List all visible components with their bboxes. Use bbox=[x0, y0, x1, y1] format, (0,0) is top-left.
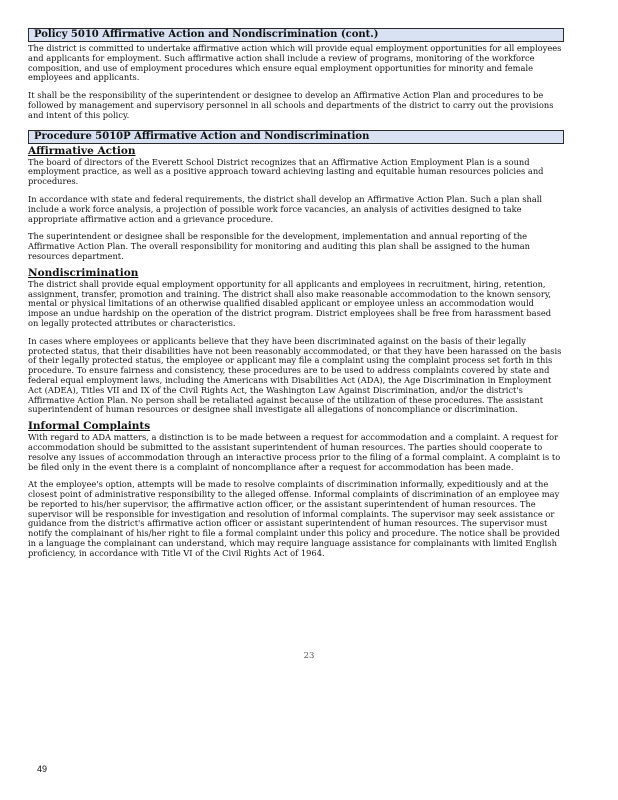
paragraph-plan-requirements: In accordance with state and federal requirements, the district shall develop an Affirmative Action Plan. Such a plan shall include a work force analysis, a projection of possible work force vacancies, an analysis of activities designed to take appropriate affirmative action and a grievance procedure. bbox=[28, 193, 543, 224]
section-banner-procedure: Procedure 5010P Affirmative Action and Nondiscrimination bbox=[28, 130, 564, 144]
heading-affirmative-action: Affirmative Action bbox=[28, 144, 136, 157]
paragraph-board-recognition: The board of directors of the Everett School District recognizes that an Affirmative Action Employment Plan is a sound employment practice, as well as a positive approach toward achieving lasting and equitable human resources policies and procedures. bbox=[28, 156, 544, 187]
paragraph-equal-opportunity: The district shall provide equal employment opportunity for all applicants and employees in recruitment, hiring, retention, assignment, transfer, promotion and training. The district shall also make reasonable accommodation to the known sensory, mental or physical limitations of an otherwise qualified disabled applicant or employee unless an accommodation would impose an undue hardship on the operation of the district program. District employees shall be free from harassment based on legally protected attributes or characteristics. bbox=[28, 278, 552, 328]
document-page-number: 49 bbox=[37, 764, 48, 774]
page-number: 23 bbox=[303, 651, 315, 661]
paragraph-complaint-process: In cases where employees or applicants believe that they have been discriminated against on the basis of their legally protected status, that their disabilities have not been reasonably accommodated, or that they have been harassed on the basis of their legally protected status, the employee or applicant may file a complaint using the complaint process set forth in this procedure. To ensure fairness and consistency, these procedures are to be used to address complaints covered by state and federal equal employment laws, including the Americans with Disabilities Act (ADA), the Age Discrimination in Employment Act (ADEA), Titles VII and IX of the Civil Rights Act, the Washington Law Against Discrimination, and/or the district's Affirmative Action Plan. No person shall be retaliated against because of the utilization of these procedures. The assistant superintendent of human resources or designee shall investigate all allegations of noncompliance or discrimination. bbox=[28, 335, 562, 415]
heading-nondiscrimination: Nondiscrimination bbox=[28, 266, 139, 279]
paragraph-commitment: The district is committed to undertake affirmative action which will provide equal employment opportunities for all employees and applicants for employment. Such affirmative action shall include a review of programs, monitoring of the workforce composition, and use of employment procedures which ensure equal employment opportunities for minority and female employees and applicants. bbox=[28, 43, 562, 83]
paragraph-ada-distinction: With regard to ADA matters, a distinction is to be made between a request for accommodation and a complaint. A request for accommodation should be submitted to the assistant superintendent of human resources. The parties should cooperate to resolve any issues of accommodation through an interactive process prior to the filing of a formal complaint. A complaint is to be filed only in the event there is a complaint of noncompliance after a request for accommodation has been made. bbox=[28, 432, 561, 472]
heading-informal-complaints: Informal Complaints bbox=[28, 420, 151, 433]
section-banner-policy: Policy 5010 Affirmative Action and Nondiscrimination (cont.) bbox=[28, 28, 564, 42]
paragraph-informal-resolution: At the employee's option, attempts will be made to resolve complaints of discrimination informally, expeditiously and at the closest point of administrative responsibility to the alleged offense. Informal complaints of discrimination of an employee may be reported to his/her supervisor, the affirmative action officer, or the assistant superintendent of human resources. The supervisor will be responsible for investigation and resolution of informal complaints. The supervisor may seek assistance or guidance from the district's affirmative action officer or assistant superintendent of human resources. The supervisor must notify the complainant of his/her right to file a formal complaint under this policy and procedure. The notice shall be provided in a language the complainant can understand, which may require language assistance for complainants with limited English proficiency, in accordance with Title VI of the Civil Rights Act of 1964. bbox=[28, 479, 560, 558]
document-page bbox=[28, 28, 564, 559]
paragraph-responsibility: It shall be the responsibility of the superintendent or designee to develop an Affirmative Action Plan and procedures to be followed by management and supervisory personnel in all schools and departments of the district to carry out the provisions and intent of this policy. bbox=[28, 90, 554, 120]
paragraph-plan-responsibility: The superintendent or designee shall be responsible for the development, implementation and annual reporting of the Affirmative Action Plan. The overall responsibility for monitoring and auditing this plan shall be assigned to the human resources department. bbox=[28, 231, 530, 261]
